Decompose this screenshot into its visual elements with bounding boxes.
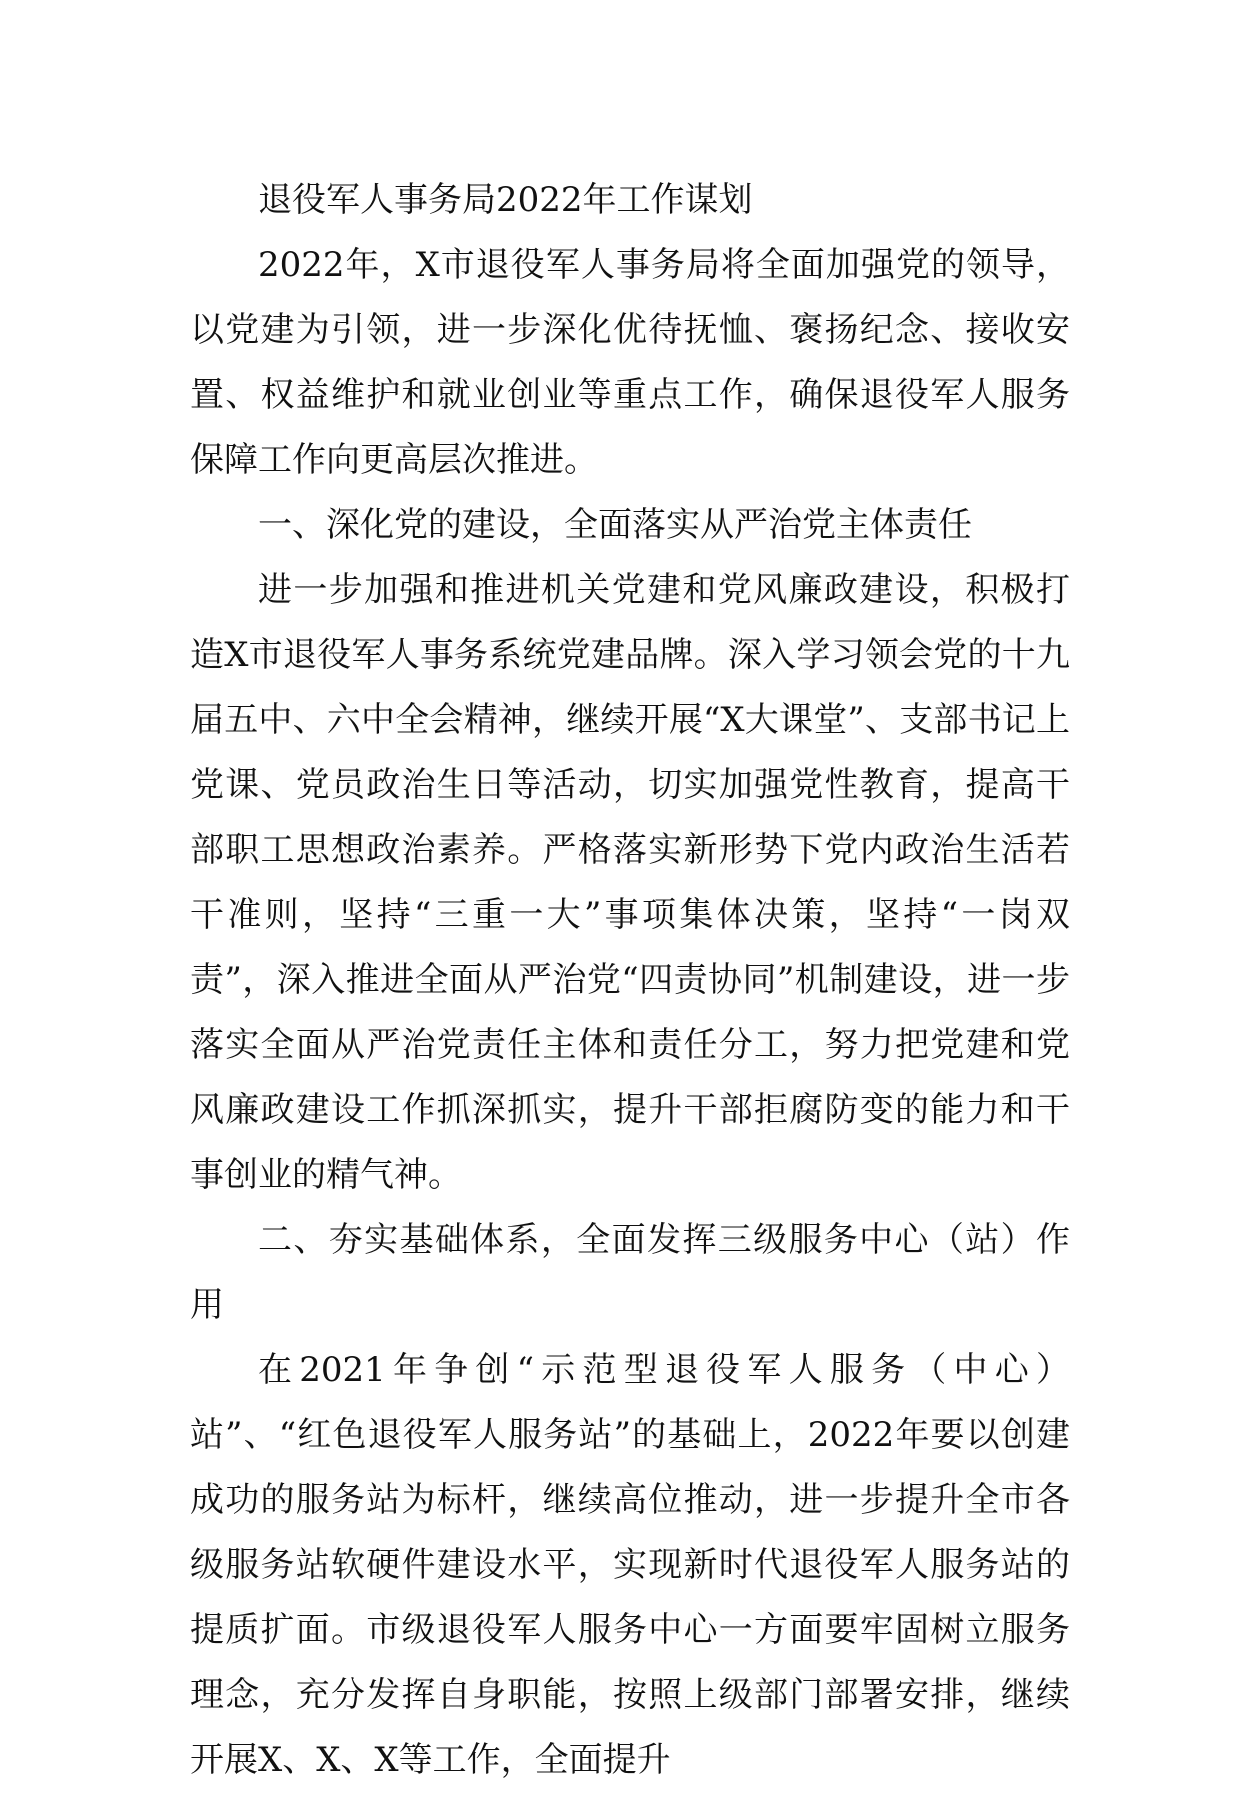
paragraph-section-1: 进一步加强和推进机关党建和党风廉政建设，积极打造X市退役军人事务系统党建品牌。深入学习领会党的十九届五中、六中全会精神，继续开展“X大课堂”、支部书记上党课、党员政治生日等活动，切实加强党性教育，提高干部职工思想政治素养。严格落实新形势下党内政治生活若干准则，坚持“三重一大”事项集体决策，坚持“一岗双责”，深入推进全面从严治党“四责协同”机制建设，进一步落实全面从严治党责任主体和责任分工，努力把党建和党风廉政建设工作抓深抓实，提升干部拒腐防变的能力和干事创业的精气神。 bbox=[190, 570, 1070, 1195]
section-heading-2: 二、夯实基础体系，全面发挥三级服务中心（站）作用 bbox=[190, 1220, 1070, 1325]
document-title: 退役军人事务局2022年工作谋划 bbox=[258, 180, 753, 220]
paragraph-intro: 2022年，X市退役军人事务局将全面加强党的领导，以党建为引领，进一步深化优待抚恤、褒扬纪念、接收安置、权益维护和就业创业等重点工作，确保退役军人服务保障工作向更高层次推进。 bbox=[190, 245, 1070, 480]
section-heading-1: 一、深化党的建设，全面落实从严治党主体责任 bbox=[258, 505, 972, 545]
paragraph-section-2: 在2021年争创“示范型退役军人服务（中心）站”、“红色退役军人服务站”的基础上，2022年要以创建成功的服务站为标杆，继续高位推动，进一步提升全市各级服务站软硬件建设水平，实现新时代退役军人服务站的提质扩面。市级退役军人服务中心一方面要牢固树立服务理念，充分发挥自身职能，按照上级部门部署安排，继续开展X、X、X等工作，全面提升 bbox=[190, 1350, 1070, 1780]
document-body bbox=[190, 168, 1070, 1793]
